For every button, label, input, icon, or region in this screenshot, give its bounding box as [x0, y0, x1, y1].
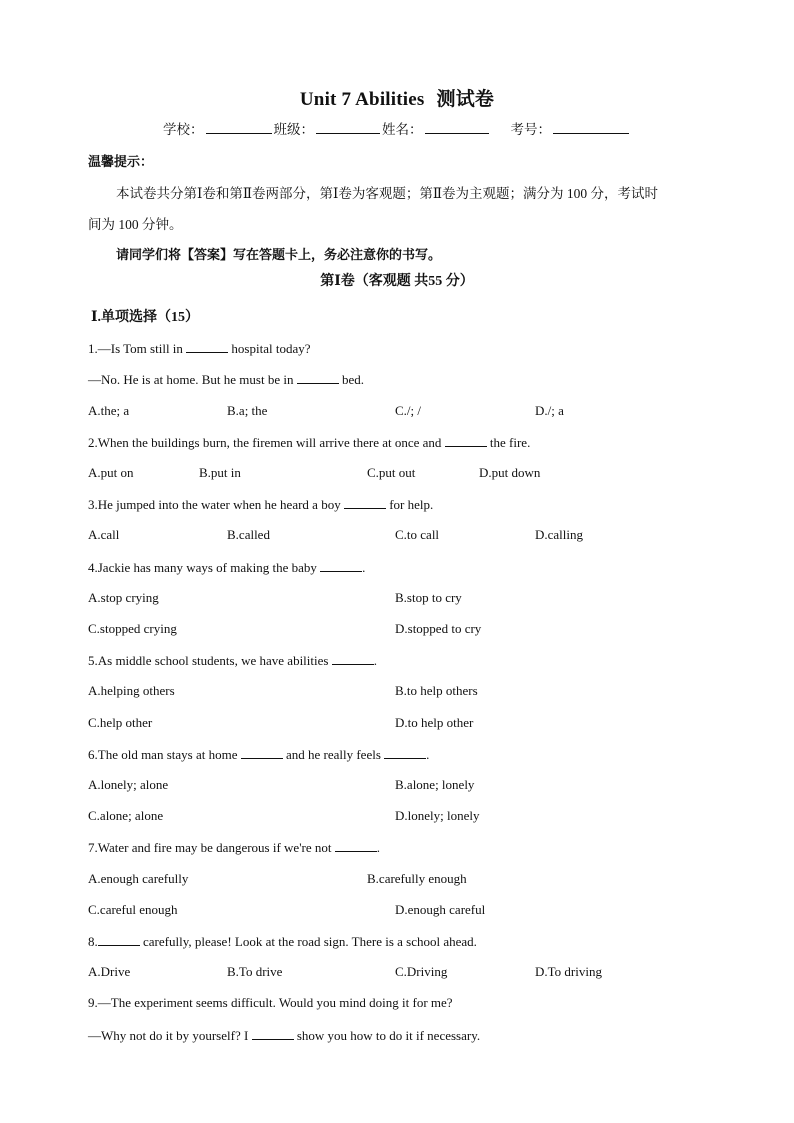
question-4-line-1: 4.Jackie has many ways of making the baby . — [88, 560, 366, 575]
question-1-option-b: B.a; the — [227, 403, 268, 418]
question-1-option-c: C./; / — [395, 403, 422, 418]
question-3-option-d: D.calling — [535, 527, 584, 542]
page-title — [0, 84, 794, 111]
exam-no-label: 考号： — [510, 122, 551, 137]
question-4-option-c: C.stopped crying — [88, 621, 177, 636]
answer-blank — [252, 1027, 294, 1040]
class-blank — [316, 121, 380, 134]
question-9-line-2: —Why not do it by yourself? I show you how to do it if necessary. — [88, 1028, 481, 1043]
question-1-option-d: D./; a — [535, 403, 564, 418]
name-label: 姓名： — [382, 122, 423, 137]
question-2-option-c: C.put out — [367, 465, 416, 480]
question-8-option-b: B.To drive — [227, 964, 283, 979]
question-7-option-d: D.enough careful — [395, 902, 486, 917]
question-9-line-1: 9.—The experiment seems difficult. Would you mind doing it for me? — [88, 995, 453, 1010]
question-5-option-c: C.help other — [88, 715, 153, 730]
answer-blank — [98, 933, 140, 946]
question-6-option-d: D.lonely; lonely — [395, 808, 480, 823]
question-6-option-b: B.alone; lonely — [395, 777, 475, 792]
question-3-line-1: 3.He jumped into the water when he heard a boy for help. — [88, 497, 434, 512]
question-2-option-d: D.put down — [479, 465, 541, 480]
question-5-option-a: A.helping others — [88, 683, 175, 698]
answer-blank — [332, 652, 374, 665]
question-7-option-b: B.carefully enough — [367, 871, 467, 886]
name-blank — [425, 121, 489, 134]
question-5-option-d: D.to help other — [395, 715, 474, 730]
answer-blank — [335, 839, 377, 852]
question-4-option-b: B.stop to cry — [395, 590, 462, 605]
question-1-line-2: —No. He is at home. But he must be in bed. — [88, 372, 364, 387]
question-5-line-1: 5.As middle school students, we have abilities . — [88, 653, 377, 668]
question-8-option-d: D.To driving — [535, 964, 602, 979]
student-info-line — [0, 118, 794, 138]
question-3-option-b: B.called — [227, 527, 270, 542]
question-3-option-a: A.call — [88, 527, 120, 542]
question-6-option-c: C.alone; alone — [88, 808, 164, 823]
question-2-option-b: B.put in — [199, 465, 241, 480]
question-7-line-1: 7.Water and fire may be dangerous if we're not . — [88, 840, 381, 855]
school-blank — [206, 121, 272, 134]
answer-blank — [241, 746, 283, 759]
answer-blank — [445, 434, 487, 447]
tips-remind: 请同学们将【答案】写在答题卡上，务必注意你的书写。 — [116, 247, 442, 262]
exam-no-blank — [553, 121, 629, 134]
tips-line-2: 间为 100 分钟。 — [88, 217, 183, 232]
tips-line-1: 本试卷共分第Ⅰ卷和第Ⅱ卷两部分，第Ⅰ卷为客观题；第Ⅱ卷为主观题；满分为 100 分，考试时 — [116, 186, 659, 201]
title-en: Unit 7 Abilities — [299, 89, 425, 110]
school-label: 学校： — [163, 122, 204, 137]
question-8-option-a: A.Drive — [88, 964, 131, 979]
question-1-option-a: A.the; a — [88, 403, 130, 418]
question-8-option-c: C.Driving — [395, 964, 448, 979]
answer-blank — [297, 371, 339, 384]
answer-blank — [384, 746, 426, 759]
title-cn: 测试卷 — [436, 89, 495, 110]
question-7-option-c: C.careful enough — [88, 902, 178, 917]
question-5-option-b: B.to help others — [395, 683, 478, 698]
question-6-line-1: 6.The old man stays at home and he really feels . — [88, 747, 430, 762]
answer-blank — [344, 496, 386, 509]
question-4-option-a: A.stop crying — [88, 590, 159, 605]
tips-label: 温馨提示： — [88, 154, 154, 169]
question-2-option-a: A.put on — [88, 465, 134, 480]
answer-blank — [320, 559, 362, 572]
question-3-option-c: C.to call — [395, 527, 440, 542]
question-7-option-a: A.enough carefully — [88, 871, 189, 886]
question-6-option-a: A.lonely; alone — [88, 777, 169, 792]
section-title: 第Ⅰ卷（客观题 共55 分） — [320, 274, 474, 289]
class-label: 班级： — [273, 122, 314, 137]
question-2-line-1: 2.When the buildings burn, the firemen will arrive there at once and the fire. — [88, 435, 531, 450]
answer-blank — [186, 340, 228, 353]
question-8-line-1: 8. carefully, please! Look at the road sign. There is a school ahead. — [88, 934, 477, 949]
question-4-option-d: D.stopped to cry — [395, 621, 482, 636]
part-title: Ⅰ.单项选择（15） — [91, 310, 200, 325]
question-1-line-1: 1.—Is Tom still in hospital today? — [88, 341, 311, 356]
